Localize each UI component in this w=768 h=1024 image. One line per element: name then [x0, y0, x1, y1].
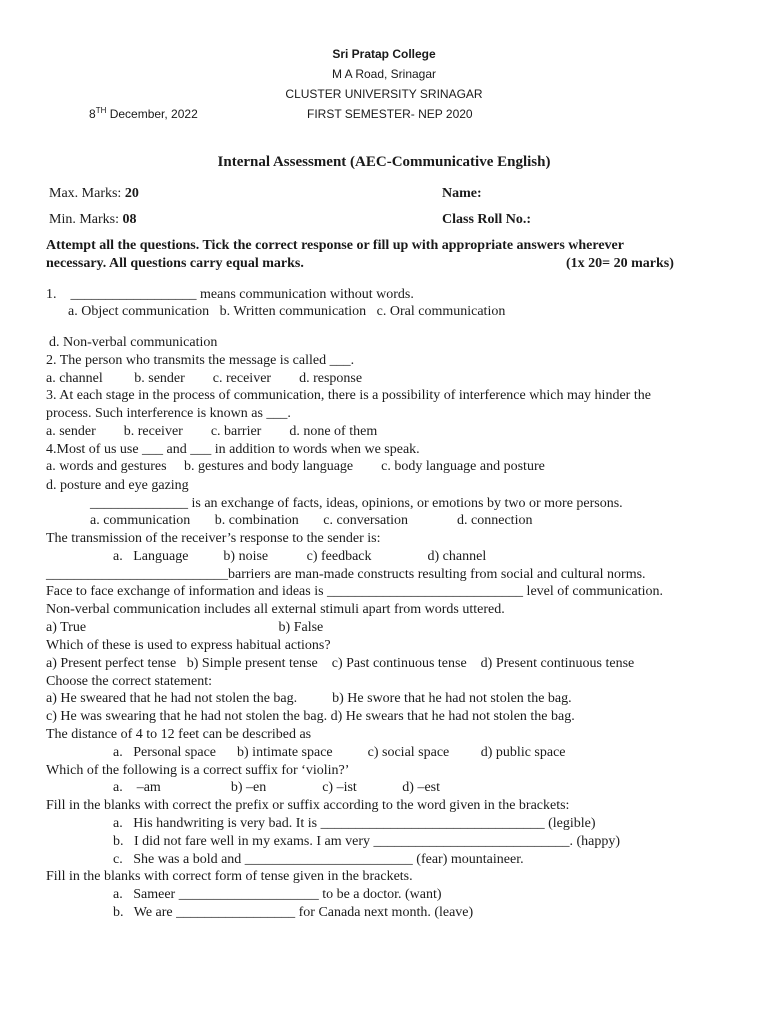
question-line: process. Such interference is known as ___. [46, 406, 291, 421]
question-line: 4.Most of us use ___ and ___ in addition to words when we speak. [46, 442, 420, 457]
option-line: a) He sweared that he had not stolen the bag. b) He swore that he had not stolen the bag. [46, 691, 572, 706]
assessment-title: Internal Assessment (AEC-Communicative English) [217, 154, 551, 170]
option-line: a. sender b. receiver c. barrier d. none of them [46, 424, 378, 439]
question-line: __________________________barriers are man-made constructs resulting from social and cultural norms. [46, 567, 646, 582]
fill-blank-item: a. His handwriting is very bad. It is ________________________________ (legible) [113, 816, 596, 831]
question-line: Which of these is used to express habitual actions? [46, 638, 331, 653]
fill-blank-item: b. We are _________________ for Canada next month. (leave) [113, 905, 474, 920]
question-line: 1. __________________ means communication without words. [46, 287, 414, 302]
fill-blank-item: c. She was a bold and ________________________ (fear) mountaineer. [113, 852, 524, 867]
question-line: Non-verbal communication includes all external stimuli apart from words uttered. [46, 602, 505, 617]
option-line: a. communication b. combination c. conversation d. connection [90, 513, 533, 528]
college-address: M A Road, Srinagar [331, 67, 437, 81]
instructions-line-2: necessary. All questions carry equal marks. [46, 256, 304, 271]
question-line: Choose the correct statement: [46, 674, 212, 689]
option-line: a) True b) False [46, 620, 324, 635]
exam-date: 8TH December, 2022 [89, 106, 198, 121]
option-line: a) Present perfect tense b) Simple present tense c) Past continuous tense d) Present continuous tense [46, 656, 635, 671]
question-line: Fill in the blanks with correct form of tense given in the brackets. [46, 869, 413, 884]
question-line: Face to face exchange of information and ideas is ____________________________ level of communication. [46, 584, 664, 599]
question-line: Fill in the blanks with correct the prefix or suffix according to the word given in the brackets: [46, 798, 570, 813]
question-line: ______________ is an exchange of facts, ideas, opinions, or emotions by two or more persons. [90, 496, 623, 511]
name-label: Name: [442, 186, 482, 201]
max-marks: Max. Marks: 20 [49, 186, 139, 201]
option-line: d. posture and eye gazing [46, 478, 189, 493]
option-line: a. –am b) –en c) –ist d) –est [113, 780, 441, 795]
option-line: a. Language b) noise c) feedback d) channel [113, 549, 487, 564]
instructions-line-1: Attempt all the questions. Tick the correct response or fill up with appropriate answers wherever [46, 238, 624, 253]
semester-label: FIRST SEMESTER- NEP 2020 [307, 107, 473, 121]
college-name: Sri Pratap College [332, 47, 436, 61]
fill-blank-item: b. I did not fare well in my exams. I am very ____________________________. (happy) [113, 834, 621, 849]
question-line: The distance of 4 to 12 feet can be described as [46, 727, 312, 742]
university-name: CLUSTER UNIVERSITY SRINAGAR [285, 87, 483, 101]
option-line: c) He was swearing that he had not stolen the bag. d) He swears that he had not stolen the bag. [46, 709, 575, 724]
class-roll-label: Class Roll No.: [442, 212, 532, 227]
min-marks: Min. Marks: 08 [49, 212, 137, 227]
marks-distribution: (1x 20= 20 marks) [566, 256, 674, 271]
question-line: The transmission of the receiver’s response to the sender is: [46, 531, 381, 546]
question-line: Which of the following is a correct suffix for ‘violin?’ [46, 763, 350, 778]
question-line: 2. The person who transmits the message is called ___. [46, 353, 355, 368]
option-line: d. Non-verbal communication [49, 335, 218, 350]
fill-blank-item: a. Sameer ____________________ to be a doctor. (want) [113, 887, 442, 902]
option-line: a. Personal space b) intimate space c) social space d) public space [113, 745, 566, 760]
option-line: a. Object communication b. Written communication c. Oral communication [68, 304, 506, 319]
option-line: a. channel b. sender c. receiver d. response [46, 371, 363, 386]
option-line: a. words and gestures b. gestures and body language c. body language and posture [46, 459, 545, 474]
question-line: 3. At each stage in the process of communication, there is a possibility of interference which may hinder the [46, 388, 651, 403]
